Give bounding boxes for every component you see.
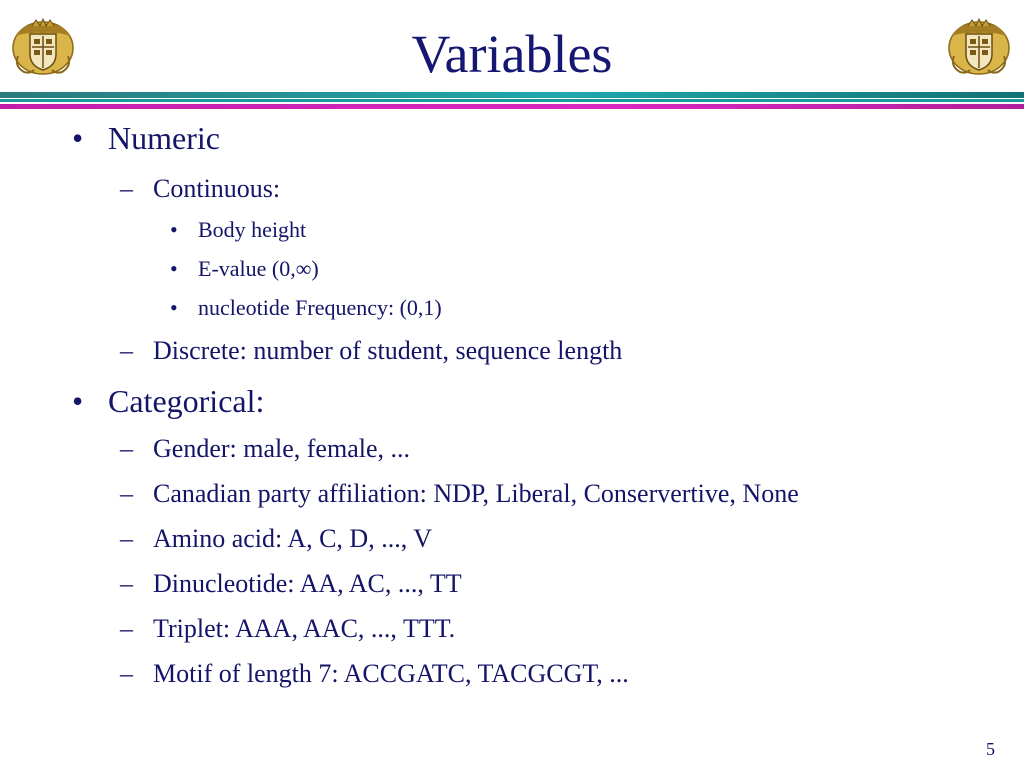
bullet-marker: • xyxy=(72,120,84,156)
bullet-text: Numeric xyxy=(108,120,220,156)
sub-bullet-text: Discrete: number of student, sequence length xyxy=(153,336,623,365)
dash-marker: – xyxy=(120,569,133,598)
dash-marker: – xyxy=(120,336,133,365)
list-item-text: E-value (0,∞) xyxy=(198,256,319,281)
university-crest-icon xyxy=(946,16,1012,78)
sub-bullet-text: Continuous: xyxy=(153,174,281,203)
sub-bullet-text: Triplet: AAA, AAC, ..., TTT. xyxy=(153,614,456,643)
slide-title: Variables xyxy=(411,24,613,84)
bullet-marker: • xyxy=(72,383,84,419)
dash-marker: – xyxy=(120,479,133,508)
divider-bar-teal xyxy=(0,92,1024,98)
dash-marker: – xyxy=(120,434,133,463)
dash-marker: – xyxy=(120,174,133,203)
page-number: 5 xyxy=(986,739,995,759)
sub-bullet-text: Gender: male, female, ... xyxy=(153,434,410,463)
sub-bullet-text: Canadian party affiliation: NDP, Liberal, Conservertive, None xyxy=(153,479,799,508)
list-item-text: Body height xyxy=(198,217,307,242)
bullet-marker: • xyxy=(170,256,178,281)
bullet-marker: • xyxy=(170,295,178,320)
dash-marker: – xyxy=(120,524,133,553)
sub-bullet-text: Motif of length 7: ACCGATC, TACGCGT, ... xyxy=(153,659,629,688)
title-divider xyxy=(0,92,1024,112)
bullet-marker: • xyxy=(170,217,178,242)
divider-bar-magenta xyxy=(0,104,1024,109)
sub-bullet-text: Dinucleotide: AA, AC, ..., TT xyxy=(153,569,462,598)
divider-bar-teal-thin xyxy=(0,99,1024,102)
list-item-text: nucleotide Frequency: (0,1) xyxy=(198,295,442,320)
dash-marker: – xyxy=(120,614,133,643)
sub-bullet-text: Amino acid: A, C, D, ..., V xyxy=(153,524,433,553)
bullet-text: Categorical: xyxy=(108,383,265,419)
dash-marker: – xyxy=(120,659,133,688)
